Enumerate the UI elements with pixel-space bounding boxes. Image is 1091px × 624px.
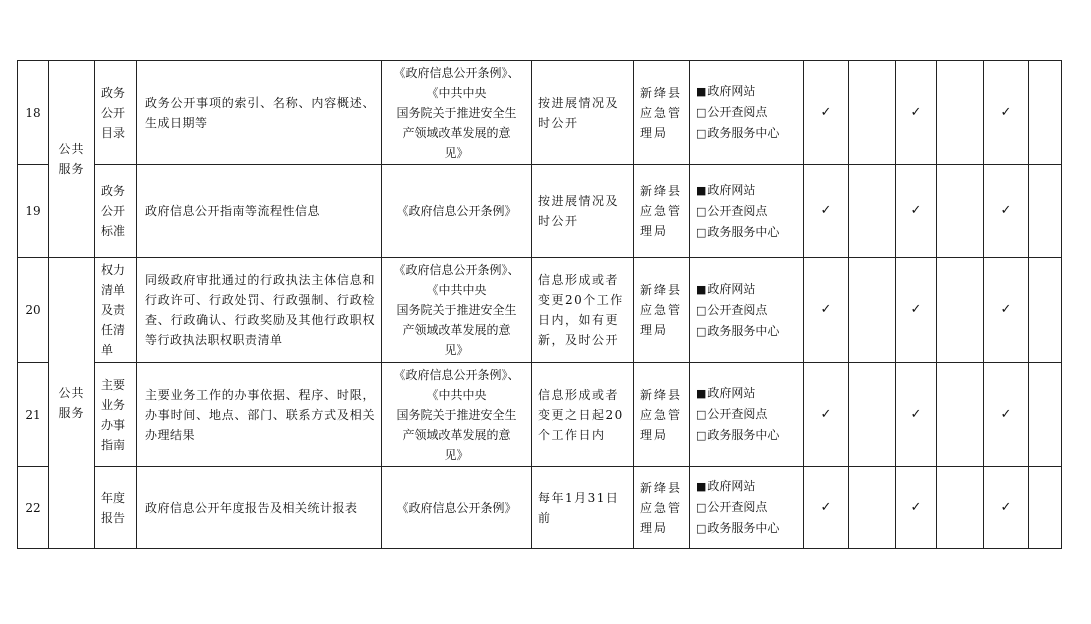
channel-option [696, 300, 803, 321]
cell-line: 政务 [101, 85, 126, 100]
content-cell: 政府信息公开指南等流程性信息 [137, 165, 382, 258]
content-cell: 政府信息公开年度报告及相关统计报表 [137, 467, 382, 549]
channel-option [696, 279, 803, 300]
empty-check-cell [1029, 363, 1062, 467]
table-row [18, 467, 1062, 549]
department-cell [634, 165, 690, 258]
channel-label: 政府网站 [707, 479, 756, 493]
cell-line: 应急管 [640, 303, 683, 317]
cell-line: 报告 [101, 510, 126, 525]
basis-cell [382, 363, 532, 467]
cell-line: 公开 [101, 204, 126, 218]
content-cell: 同级政府审批通过的行政执法主体信息和行政许可、行政处罚、行政强制、行政检查、行政确认、行政奖励及其他行政职权等行政执法职权职责清单 [137, 258, 382, 363]
unchecked-box-icon: □ [696, 225, 707, 239]
subcategory-cell [95, 467, 137, 549]
row-number: 19 [18, 165, 49, 258]
channel-option [696, 321, 803, 342]
unchecked-box-icon: □ [696, 408, 707, 421]
subcategory-cell [95, 363, 137, 467]
empty-check-cell [937, 165, 984, 258]
empty-check-cell [849, 258, 896, 363]
time-limit-cell: 按进展情况及时公开 [532, 165, 634, 258]
cell-line: 新绛县 [640, 387, 683, 402]
table-row [18, 363, 1062, 467]
empty-check-cell [849, 467, 896, 549]
channel-option [696, 476, 803, 497]
cell-line: 应急管 [640, 105, 683, 120]
cell-line: 标准 [101, 224, 126, 238]
channel-cell [690, 258, 804, 363]
cell-line: 服务 [58, 406, 85, 420]
checkmark-icon: ✓ [984, 363, 1029, 467]
cell-line: 国务院关于推进安全生 [396, 407, 517, 422]
channel-option [696, 102, 803, 123]
cell-line: 《政府信息公开条例》、 [393, 263, 520, 277]
cell-line: 单 [101, 343, 114, 357]
row-number: 20 [18, 258, 49, 363]
channel-label: 公开查阅点 [707, 407, 768, 421]
channel-label: 公开查阅点 [707, 500, 768, 514]
time-limit-cell: 每年1月31日前 [532, 467, 634, 549]
cell-line: 国务院关于推进安全生 [396, 105, 517, 120]
cell-line: 理局 [640, 323, 669, 337]
cell-line: 《中共中央 [426, 387, 487, 402]
cell-line: 办事 [101, 417, 126, 432]
cell-line: 《政府信息公开条例》、 [393, 367, 520, 382]
empty-check-cell [937, 363, 984, 467]
cell-line: 理局 [640, 125, 669, 140]
cell-line: 年度 [101, 490, 126, 505]
cell-line: 《政府信息公开条例》 [396, 204, 517, 218]
row-number: 22 [18, 467, 49, 549]
cell-line: 见》 [444, 145, 469, 160]
cell-line: 《中共中央 [426, 85, 487, 100]
cell-line: 理局 [640, 427, 669, 442]
cell-line: 公共 [58, 386, 85, 400]
cell-line: 应急管 [640, 407, 683, 422]
checkmark-icon: ✓ [896, 165, 937, 258]
channel-label: 政务服务中心 [707, 428, 780, 442]
channel-cell [690, 165, 804, 258]
table-row [18, 61, 1062, 165]
subcategory-cell [95, 165, 137, 258]
cell-line: 公共 [58, 142, 85, 156]
cell-line: 理局 [640, 520, 669, 535]
checkmark-icon: ✓ [804, 165, 849, 258]
cell-line: 新绛县 [640, 283, 683, 297]
cell-line: 清单 [101, 283, 126, 297]
channel-option [696, 201, 803, 222]
channel-label: 政务服务中心 [707, 323, 780, 338]
channel-label: 政务服务中心 [707, 126, 780, 140]
category-cell [49, 61, 95, 258]
channel-option [696, 123, 803, 144]
checkmark-icon: ✓ [804, 61, 849, 165]
checkmark-icon: ✓ [984, 258, 1029, 363]
channel-option [696, 180, 803, 201]
checkmark-icon: ✓ [896, 363, 937, 467]
channel-option [696, 518, 803, 539]
cell-line: 《政府信息公开条例》、 [393, 65, 520, 80]
department-cell [634, 61, 690, 165]
channel-label: 政府网站 [707, 386, 756, 400]
empty-check-cell [1029, 165, 1062, 258]
time-limit-cell: 信息形成或者变更20个工作日内，如有更新，及时公开 [532, 258, 634, 363]
empty-check-cell [849, 61, 896, 165]
row-number: 21 [18, 363, 49, 467]
checked-box-icon: ■ [696, 387, 707, 400]
unchecked-box-icon: □ [696, 303, 707, 317]
cell-line: 及责 [101, 303, 126, 317]
cell-line: 政务 [101, 184, 126, 198]
checkmark-icon: ✓ [984, 61, 1029, 165]
checkmark-icon: ✓ [896, 258, 937, 363]
channel-cell [690, 467, 804, 549]
table-row [18, 258, 1062, 363]
channel-label: 政务服务中心 [707, 224, 780, 239]
checked-box-icon: ■ [696, 282, 707, 296]
cell-line: 《政府信息公开条例》 [396, 500, 517, 515]
cell-line: 主要 [101, 377, 126, 392]
empty-check-cell [849, 165, 896, 258]
checkmark-icon: ✓ [804, 258, 849, 363]
disclosure-table [17, 60, 1062, 549]
department-cell [634, 467, 690, 549]
cell-line: 新绛县 [640, 85, 683, 100]
cell-line: 业务 [101, 397, 126, 412]
channel-label: 政府网站 [707, 281, 756, 296]
content-cell: 政务公开事项的索引、名称、内容概述、生成日期等 [137, 61, 382, 165]
channel-option [696, 425, 803, 446]
unchecked-box-icon: □ [696, 106, 707, 119]
checkmark-icon: ✓ [896, 61, 937, 165]
subcategory-cell [95, 61, 137, 165]
basis-cell [382, 165, 532, 258]
channel-option [696, 404, 803, 425]
subcategory-cell [95, 258, 137, 363]
cell-line: 应急管 [640, 204, 683, 218]
cell-line: 新绛县 [640, 184, 683, 198]
cell-line: 见》 [444, 343, 469, 357]
unchecked-box-icon: □ [696, 522, 707, 535]
checkmark-icon: ✓ [984, 467, 1029, 549]
department-cell [634, 363, 690, 467]
unchecked-box-icon: □ [696, 204, 707, 218]
content-cell: 主要业务工作的办事依据、程序、时限，办事时间、地点、部门、联系方式及相关办理结果 [137, 363, 382, 467]
cell-line: 权力 [101, 263, 126, 277]
cell-line: 产领域改革发展的意 [402, 125, 511, 140]
empty-check-cell [937, 61, 984, 165]
basis-cell [382, 61, 532, 165]
cell-line: 产领域改革发展的意 [402, 427, 511, 442]
channel-option [696, 383, 803, 404]
unchecked-box-icon: □ [696, 127, 707, 140]
empty-check-cell [1029, 467, 1062, 549]
channel-label: 公开查阅点 [707, 203, 768, 218]
cell-line: 新绛县 [640, 480, 683, 495]
cell-line: 见》 [444, 447, 469, 462]
cell-line: 国务院关于推进安全生 [396, 303, 517, 317]
checked-box-icon: ■ [696, 183, 707, 197]
channel-option [696, 497, 803, 518]
empty-check-cell [1029, 61, 1062, 165]
unchecked-box-icon: □ [696, 324, 707, 338]
checkmark-icon: ✓ [804, 467, 849, 549]
time-limit-cell: 信息形成或者变更之日起20个工作日内 [532, 363, 634, 467]
channel-option [696, 222, 803, 243]
channel-label: 政务服务中心 [707, 521, 780, 535]
channel-label: 政府网站 [707, 84, 756, 98]
cell-line: 目录 [101, 125, 126, 140]
checkmark-icon: ✓ [896, 467, 937, 549]
channel-cell [690, 363, 804, 467]
channel-option [696, 81, 803, 102]
cell-line: 公开 [101, 105, 126, 120]
cell-line: 服务 [58, 162, 85, 176]
cell-line: 任清 [101, 323, 126, 337]
channel-label: 公开查阅点 [707, 105, 768, 119]
empty-check-cell [937, 258, 984, 363]
checked-box-icon: ■ [696, 85, 707, 98]
cell-line: 《中共中央 [426, 283, 487, 297]
channel-label: 公开查阅点 [707, 302, 768, 317]
row-number: 18 [18, 61, 49, 165]
cell-line: 理局 [640, 224, 669, 238]
time-limit-cell: 按进展情况及时公开 [532, 61, 634, 165]
cell-line: 产领域改革发展的意 [402, 323, 511, 337]
basis-cell [382, 467, 532, 549]
department-cell [634, 258, 690, 363]
basis-cell [382, 258, 532, 363]
channel-cell [690, 61, 804, 165]
cell-line: 指南 [101, 437, 126, 452]
unchecked-box-icon: □ [696, 429, 707, 442]
cell-line: 应急管 [640, 500, 683, 515]
channel-label: 政府网站 [707, 182, 756, 197]
empty-check-cell [937, 467, 984, 549]
empty-check-cell [849, 363, 896, 467]
category-cell [49, 258, 95, 549]
checkmark-icon: ✓ [984, 165, 1029, 258]
checkmark-icon: ✓ [804, 363, 849, 467]
checked-box-icon: ■ [696, 480, 707, 493]
empty-check-cell [1029, 258, 1062, 363]
table-row [18, 165, 1062, 258]
unchecked-box-icon: □ [696, 501, 707, 514]
